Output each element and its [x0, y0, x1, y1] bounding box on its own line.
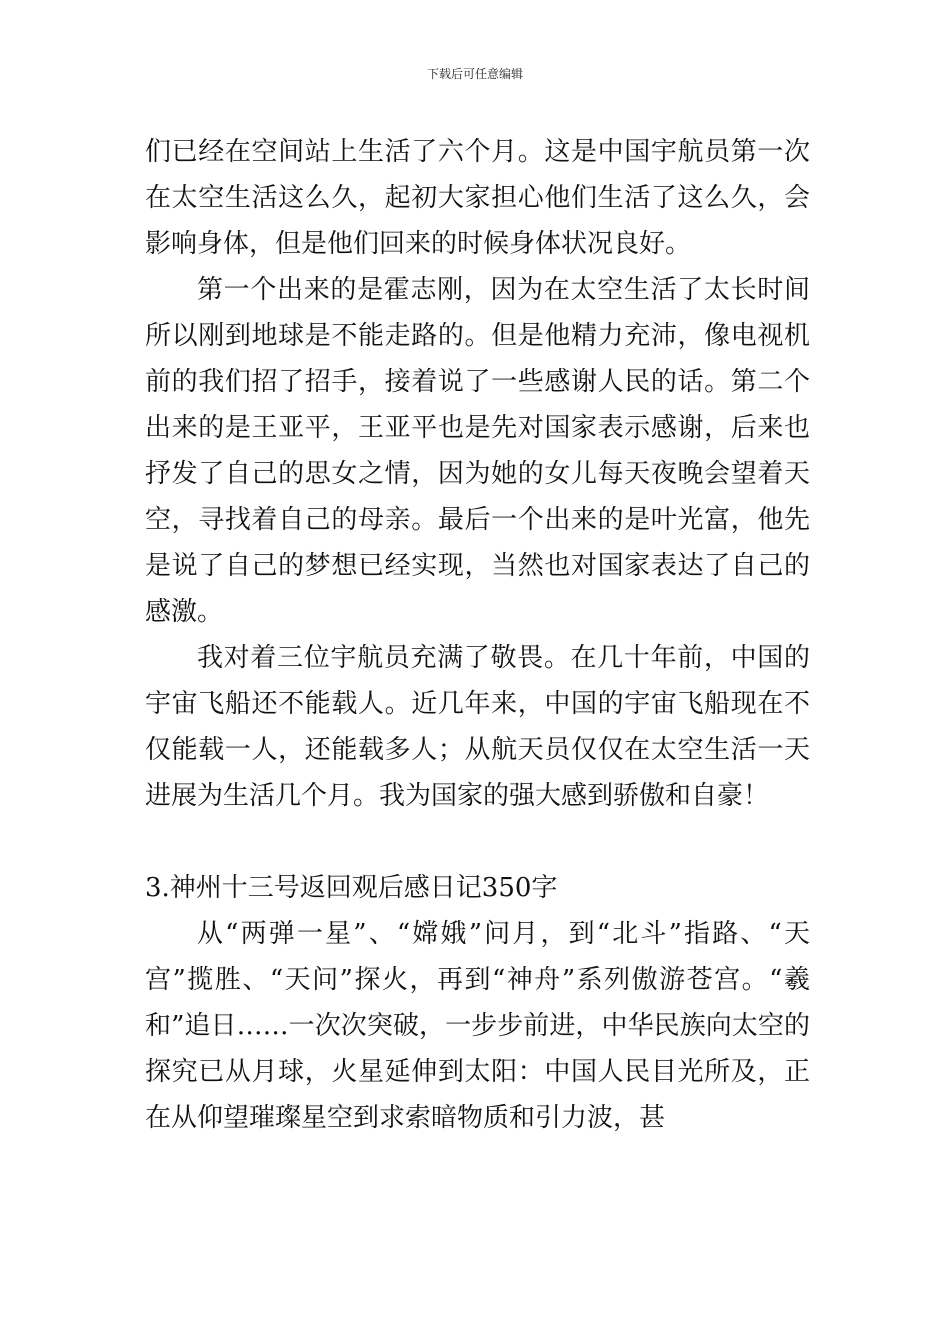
page-header: 下载后可任意编辑 — [426, 67, 523, 81]
paragraph-space-history: 从“两弹一星”、“嫦娥”问月，到“北斗”指路、“天宫”揽胜、“天问”探火，再到“神舟”系列傲游苍宫。“羲和”追日……一次次突破，一步步前进，中华民族向太空的探究已从月球，火星延伸到太阳：中国人民目光所及，正在从仰望璀璨星空到求索暗物质和引力波，甚 — [145, 919, 810, 1133]
document-body — [145, 129, 810, 1141]
paragraph-reflection: 我对着三位宇航员充满了敬畏。在几十年前，中国的宇宙飞船还不能载人。近几年来，中国的宇宙飞船现在不仅能载一人，还能载多人；从航天员仅仅在太空生活一天进展为生活几个月。我为国家的强大感到骄傲和自豪！ — [145, 643, 810, 811]
paragraph-return-description: 第一个出来的是霍志刚，因为在太空生活了太长时间所以刚到地球是不能走路的。但是他精力充沛，像电视机前的我们招了招手，接着说了一些感谢人民的话。第二个出来的是王亚平，王亚平也是先对国家表示感谢，后来也抒发了自己的思女之情，因为她的女儿每天夜晚会望着天空，寻找着自己的母亲。最后一个出来的是叶光富，他先是说了自己的梦想已经实现，当然也对国家表达了自己的感激。 — [145, 275, 810, 627]
paragraph-continuation: 们已经在空间站上生活了六个月。这是中国宇航员第一次在太空生活这么久，起初大家担心他们生活了这么久，会影响身体，但是他们回来的时候身体状况良好。 — [145, 137, 810, 259]
section-heading: 3.神州十三号返回观后感日记350字 — [145, 873, 558, 903]
